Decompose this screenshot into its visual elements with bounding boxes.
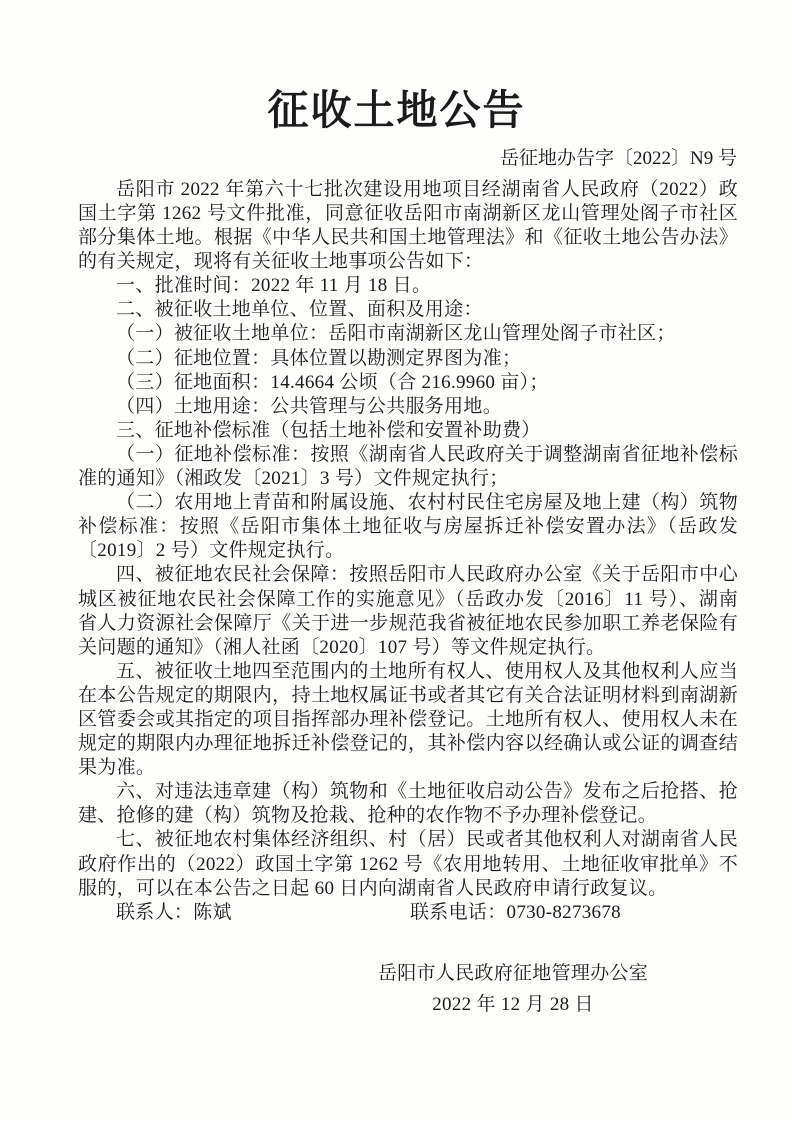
sub-item-compensation-standard: （一）征地补偿标准：按照《湖南省人民政府关于调整湖南省征地补偿标准的通知》（湘政发〔2021〕3 号）文件规定执行； <box>78 443 738 490</box>
signature-block <box>376 958 650 1020</box>
contact-phone-label: 联系电话： <box>410 901 507 923</box>
item-social-security: 四、被征地农民社会保障：按照岳阳市人民政府办公室《关于岳阳市中心城区被征地农民社会保障工作的实施意见》（岳政办发〔2016〕11 号）、湖南省人力资源社会保障厅《关于进一步规范我省被征地农民参加职工养老保险有关问题的通知》（湘人社函〔2020〕107 号）等文件规定执行。 <box>78 564 738 658</box>
sub-item-attachment-compensation: （二）农用地上青苗和附属设施、农村村民住宅房屋及地上建（构）筑物补偿标准：按照《岳阳市集体土地征收与房屋拆迁补偿安置办法》（岳政发〔2019〕2 号）文件规定执行。 <box>78 492 738 562</box>
item-administrative-review: 七、被征地农村集体经济组织、村（居）民或者其他权利人对湖南省人民政府作出的（2022）政国土字第 1262 号《农用地转用、土地征收审批单》不服的，可以在本公告之日起 60 日内向湖南省人民政府申请行政复议。 <box>78 829 738 899</box>
intro-paragraph: 岳阳市 2022 年第六十七批次建设用地项目经湖南省人民政府（2022）政国土字第 1262 号文件批准，同意征收岳阳市南湖新区龙山管理处阁子市社区部分集体土地。根据《中华人民共和国土地管理法》和《征收土地公告办法》的有关规定，现将有关征收土地事项公告如下： <box>78 178 738 273</box>
contact-person-label: 联系人： <box>116 901 194 923</box>
document-body <box>78 178 738 925</box>
item-compensation-registration: 五、被征收土地四至范围内的土地所有权人、使用权人及其他权利人应当在本公告规定的期限内，持土地权属证书或者其它有关合法证明材料到南湖新区管委会或其指定的项目指挥部办理补偿登记。土地所有权人、使用权人未在规定的期限内办理征地拆迁补偿登记的，其补偿内容以经确认或公证的调查结果为准。 <box>78 660 738 779</box>
contact-phone-value: 0730-8273678 <box>506 901 621 923</box>
item-approval-time: 一、批准时间：2022 年 11 月 18 日。 <box>116 275 432 297</box>
signature-date: 2022 年 12 月 28 日 <box>432 994 594 1015</box>
item-land-info-heading: 二、被征收土地单位、位置、面积及用途： <box>116 299 483 321</box>
sub-item-land-area: （三）征地面积：14.4664 公顷（合 216.9960 亩）； <box>116 371 549 393</box>
contact-phone <box>410 901 621 925</box>
item-compensation-heading: 三、征地补偿标准（包括土地补偿和安置补助费） <box>116 419 541 441</box>
sub-item-land-use: （四）土地用途：公共管理与公共服务用地。 <box>116 395 503 417</box>
sub-item-land-location: （二）征地位置：具体位置以勘测定界图为准； <box>116 347 522 369</box>
contact-person-value: 陈斌 <box>193 901 232 923</box>
item-illegal-structures: 六、对违法违章建（构）筑物和《土地征收启动公告》发布之后抢搭、抢建、抢修的建（构）筑物及抢栽、抢种的农作物不予办理补偿登记。 <box>78 781 738 827</box>
contact-row <box>78 901 738 925</box>
sub-item-land-unit: （一）被征收土地单位：岳阳市南湖新区龙山管理处阁子市社区； <box>116 323 676 345</box>
contact-person <box>116 902 232 923</box>
doc-number: 岳征地办告字〔2022〕N9 号 <box>500 147 737 169</box>
signature-org: 岳阳市人民政府征地管理办公室 <box>377 963 649 984</box>
page-title: 征收土地公告 <box>267 87 526 133</box>
